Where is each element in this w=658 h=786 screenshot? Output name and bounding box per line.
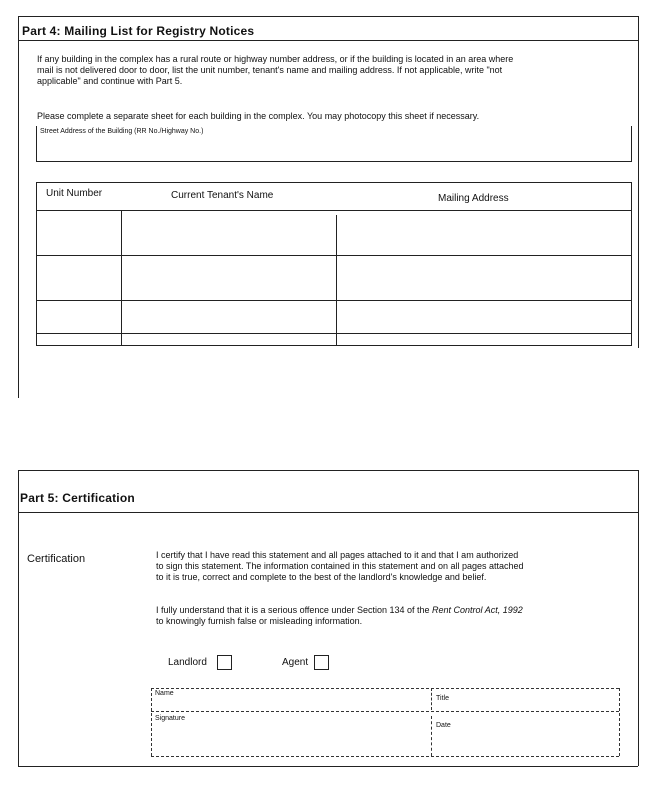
instructions-line: mail is not delivered door to door, list the unit number, tenant's name and mailing address. If not applicable, write "not xyxy=(37,65,503,75)
certification-statement xyxy=(156,550,626,583)
table-row-3-name-cell[interactable] xyxy=(122,301,336,345)
table-row-2-address-cell[interactable] xyxy=(337,256,631,300)
agent-checkbox[interactable] xyxy=(314,655,329,670)
instructions-line: If any building in the complex has a rural route or highway number address, or if the building is located in an area where xyxy=(37,54,514,64)
name-field[interactable] xyxy=(151,688,431,710)
certification-label: Certification xyxy=(27,553,86,565)
signature-block-right-rule xyxy=(619,688,620,756)
instructions-line: applicable" and continue with Part 5. xyxy=(37,76,183,86)
table-row-1-name-cell[interactable] xyxy=(122,211,336,255)
act-name: Rent Control Act, 1992 xyxy=(432,605,523,615)
part4-right-border xyxy=(638,16,639,348)
offence-text: I fully understand that it is a serious offence under Section 134 of the xyxy=(156,605,433,615)
part4-instructions xyxy=(37,54,632,87)
table-row-2-name-cell[interactable] xyxy=(122,256,336,300)
landlord-checkbox[interactable] xyxy=(217,655,232,670)
table-bottom-rule xyxy=(36,333,632,334)
title-field[interactable] xyxy=(432,688,618,710)
signature-label: Signature xyxy=(155,715,185,722)
separate-sheet-note: Please complete a separate sheet for each building in the complex. You may photocopy this sheet if necessary. xyxy=(37,111,480,121)
offence-statement xyxy=(156,605,626,627)
table-row-1-address-cell[interactable] xyxy=(337,211,631,255)
statement-line: to it is true, correct and complete to the best of the landlord's knowledge and belief. xyxy=(156,572,487,582)
column-header-unit-number: Unit Number xyxy=(46,188,103,199)
date-field[interactable] xyxy=(432,716,618,756)
part4-title: Part 4: Mailing List for Registry Notices xyxy=(22,24,255,38)
date-label: Date xyxy=(436,722,451,729)
part4-top-border xyxy=(18,16,638,17)
title-label: Title xyxy=(436,695,449,702)
table-row-3-unit-cell[interactable] xyxy=(37,301,121,345)
signature-field[interactable] xyxy=(151,711,431,755)
offence-line: to knowingly furnish false or misleading information. xyxy=(156,616,363,626)
part5-title: Part 5: Certification xyxy=(20,491,135,505)
statement-line: I certify that I have read this statement and all pages attached to it and that I am authorized xyxy=(156,550,519,560)
part5-bottom-border xyxy=(18,766,638,767)
part5-title-divider xyxy=(18,512,638,513)
column-header-tenant-name: Current Tenant's Name xyxy=(171,190,274,201)
part4-left-border xyxy=(18,16,19,398)
part4-title-divider xyxy=(18,40,638,41)
statement-line: to sign this statement. The information contained in this statement and on all pages attached xyxy=(156,561,524,571)
part5-top-border xyxy=(18,470,638,471)
table-row-3-address-cell[interactable] xyxy=(337,301,631,345)
agent-label: Agent xyxy=(282,657,309,668)
part5-left-border xyxy=(18,470,19,766)
signature-block-bottom-rule xyxy=(151,756,619,757)
offence-line xyxy=(156,605,626,616)
table-row-1-unit-cell[interactable] xyxy=(37,211,121,255)
street-address-field[interactable] xyxy=(36,126,632,162)
part5-right-border xyxy=(638,470,639,766)
street-address-label: Street Address of the Building (RR No./Highway No.) xyxy=(40,128,204,135)
landlord-label: Landlord xyxy=(168,657,207,668)
column-header-mailing-address: Mailing Address xyxy=(438,193,509,204)
name-label: Name xyxy=(155,690,174,697)
table-row-2-unit-cell[interactable] xyxy=(37,256,121,300)
